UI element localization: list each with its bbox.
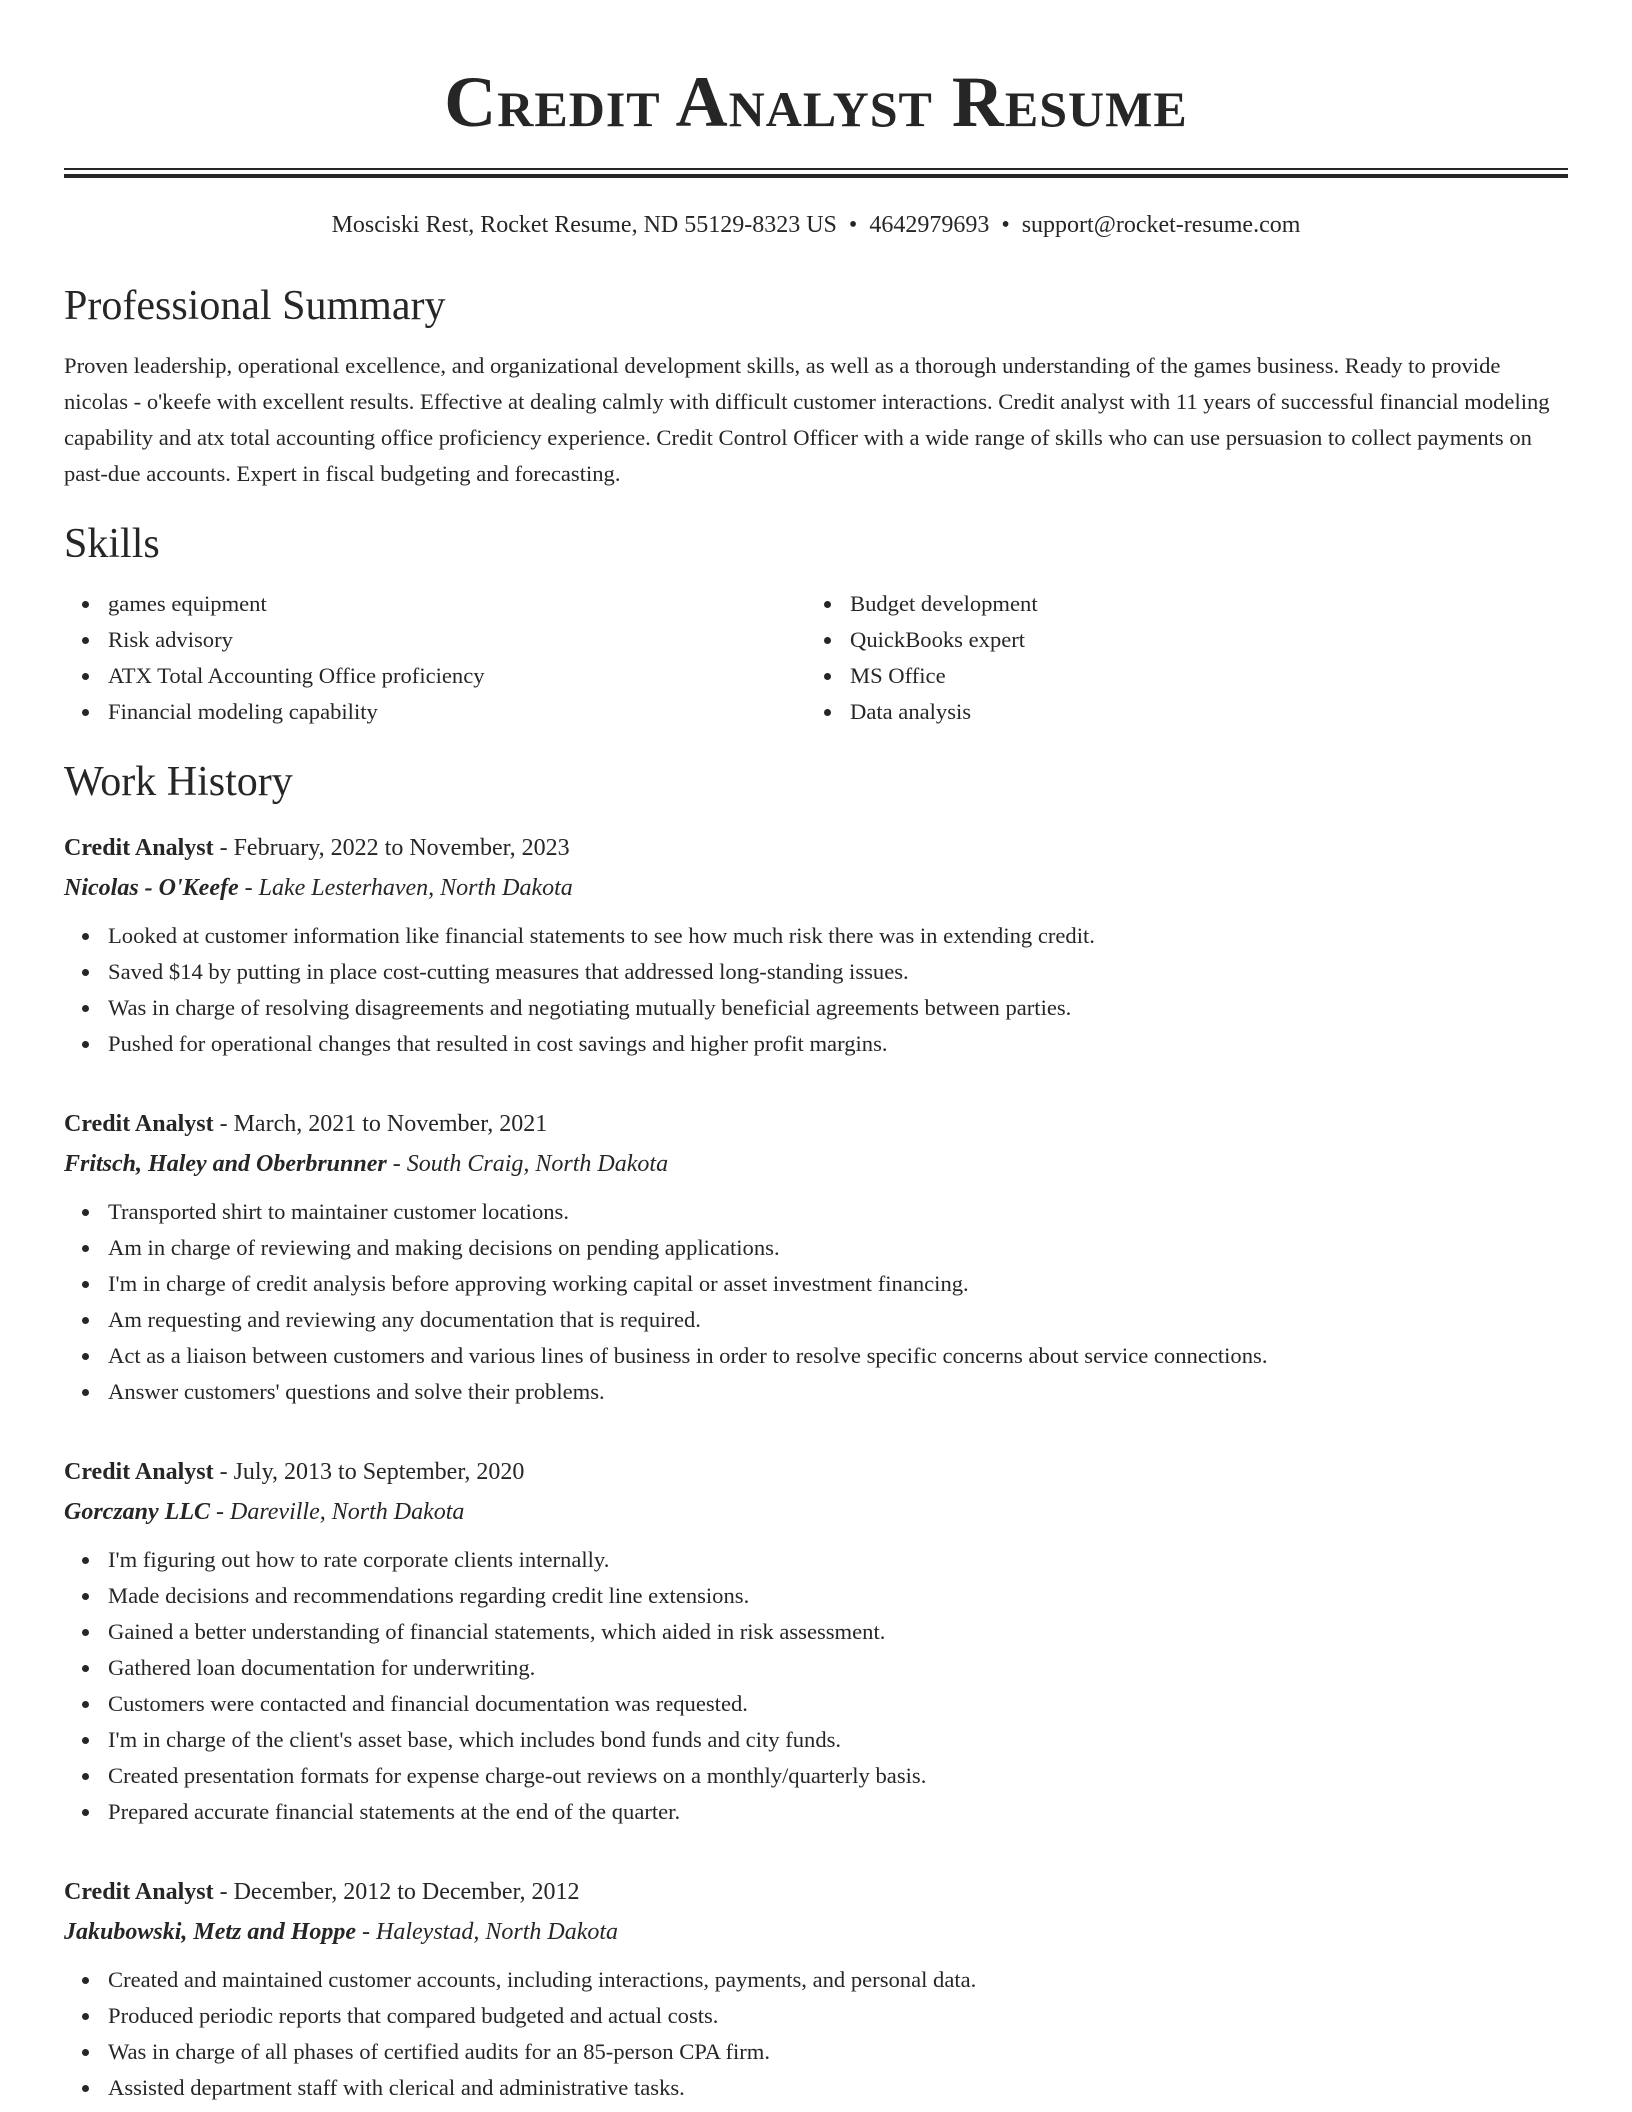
job-dash: - — [213, 835, 234, 861]
job-bullet: Made decisions and recommendations regarding credit line extensions. — [108, 1578, 1568, 1614]
job-dash: - — [386, 1151, 407, 1177]
job-bullet: Prepared accurate financial statements at the end of the quarter. — [108, 1794, 1568, 1830]
skills-section — [64, 520, 1568, 730]
contact-phone: 4642979693 — [869, 212, 990, 238]
job-location: Haleystad, North Dakota — [376, 1919, 619, 1945]
job-bullet: Am in charge of reviewing and making decisions on pending applications. — [108, 1230, 1568, 1266]
job-dash: - — [213, 1111, 234, 1137]
contact-separator: • — [848, 212, 858, 238]
contact-line — [64, 210, 1568, 240]
job-entry — [64, 1452, 1568, 1830]
job-dash: - — [213, 1879, 234, 1905]
job-dates: February, 2022 to November, 2023 — [233, 835, 570, 861]
contact-separator: • — [1001, 212, 1010, 238]
job-company: Gorczany LLC — [64, 1499, 210, 1525]
job-company-line — [64, 868, 1568, 908]
job-title: Credit Analyst — [64, 835, 214, 861]
job-bullet: Transported shirt to maintainer customer locations. — [108, 1194, 1568, 1230]
skills-list-left — [64, 586, 806, 730]
professional-summary-section — [64, 282, 1568, 492]
job-location: Dareville, North Dakota — [230, 1499, 465, 1525]
job-company: Nicolas - O'Keefe — [64, 875, 239, 901]
professional-summary-text: Proven leadership, operational excellence, and organizational development skills, as well as a thorough understanding of the games business. Ready to provide nicolas - o'keefe with excellent results. Effective at dealing calmly with difficult customer interactions. Credit analyst with 11 years of successful financial modeling capability and atx total accounting office proficiency experience. Credit Control Officer with a wide range of skills who can use persuasion to collect payments on past-due accounts. Expert in fiscal budgeting and forecasting. — [64, 353, 1550, 486]
title-double-rule — [64, 168, 1568, 178]
skill-item: Financial modeling capability — [108, 694, 806, 730]
professional-summary-heading: Professional Summary — [64, 283, 446, 329]
job-bullet: I'm in charge of the client's asset base, which includes bond funds and city funds. — [108, 1722, 1568, 1758]
contact-email: support@rocket-resume.com — [1021, 212, 1301, 238]
job-location: South Craig, North Dakota — [406, 1151, 669, 1177]
job-title-line — [64, 828, 1568, 868]
job-bullet: Was in charge of all phases of certified audits for an 85-person CPA firm. — [108, 2034, 1568, 2070]
job-bullet: Saved $14 by putting in place cost-cutting measures that addressed long-standing issues. — [108, 954, 1568, 990]
job-dash: - — [210, 1499, 230, 1525]
skill-item: QuickBooks expert — [850, 622, 1548, 658]
job-title: Credit Analyst — [64, 1459, 214, 1485]
job-title-line — [64, 1872, 1568, 1912]
skills-columns — [64, 586, 1568, 730]
job-dash: - — [213, 1459, 234, 1485]
skill-item: ATX Total Accounting Office proficiency — [108, 658, 806, 694]
job-dash: - — [238, 875, 259, 901]
job-bullet: Gained a better understanding of financial statements, which aided in risk assessment. — [108, 1614, 1568, 1650]
job-dates: July, 2013 to September, 2020 — [233, 1459, 525, 1485]
job-company: Jakubowski, Metz and Hoppe — [64, 1919, 357, 1945]
job-bullet: Was in charge of resolving disagreements and negotiating mutually beneficial agreements between parties. — [108, 990, 1568, 1026]
job-company-line — [64, 1912, 1568, 1952]
job-bullet: Answer customers' questions and solve their problems. — [108, 1374, 1568, 1410]
job-company: Fritsch, Haley and Oberbrunner — [64, 1151, 387, 1177]
job-bullet: Looked at customer information like financial statements to see how much risk there was in extending credit. — [108, 918, 1568, 954]
work-history-section — [64, 758, 1568, 2106]
skills-list-right — [806, 586, 1548, 730]
job-title-line — [64, 1452, 1568, 1492]
job-bullet: Produced periodic reports that compared budgeted and actual costs. — [108, 1998, 1568, 2034]
resume-page — [64, 0, 1568, 2106]
skills-heading: Skills — [64, 521, 160, 567]
job-bullet: Created and maintained customer accounts, including interactions, payments, and personal data. — [108, 1962, 1568, 1998]
skill-item: games equipment — [108, 586, 806, 622]
job-company-line — [64, 1492, 1568, 1532]
job-bullets — [64, 918, 1568, 1062]
job-bullet: I'm figuring out how to rate corporate clients internally. — [108, 1542, 1568, 1578]
job-bullet: Created presentation formats for expense charge-out reviews on a monthly/quarterly basis. — [108, 1758, 1568, 1794]
resume-title: Credit Analyst Resume — [444, 62, 1188, 142]
job-bullets — [64, 1542, 1568, 1830]
work-history-heading: Work History — [64, 759, 293, 805]
job-bullet: Customers were contacted and financial documentation was requested. — [108, 1686, 1568, 1722]
job-bullets — [64, 1194, 1568, 1410]
skill-item: MS Office — [850, 658, 1548, 694]
job-title: Credit Analyst — [64, 1879, 214, 1905]
job-entry — [64, 828, 1568, 1062]
job-dates: December, 2012 to December, 2012 — [233, 1879, 580, 1905]
job-bullet: I'm in charge of credit analysis before approving working capital or asset investment financing. — [108, 1266, 1568, 1302]
skill-item: Risk advisory — [108, 622, 806, 658]
job-bullet: Pushed for operational changes that resulted in cost savings and higher profit margins. — [108, 1026, 1568, 1062]
job-entry — [64, 1104, 1568, 1410]
job-company-line — [64, 1144, 1568, 1184]
job-location: Lake Lesterhaven, North Dakota — [258, 875, 573, 901]
job-dates: March, 2021 to November, 2021 — [233, 1111, 548, 1137]
skill-item: Data analysis — [850, 694, 1548, 730]
job-title-line — [64, 1104, 1568, 1144]
job-bullet: Assisted department staff with clerical and administrative tasks. — [108, 2070, 1568, 2106]
job-title: Credit Analyst — [64, 1111, 214, 1137]
contact-address: Mosciski Rest, Rocket Resume, ND 55129-8323 US — [331, 212, 837, 238]
job-bullets — [64, 1962, 1568, 2106]
job-dash: - — [356, 1919, 377, 1945]
skill-item: Budget development — [850, 586, 1548, 622]
job-bullet: Act as a liaison between customers and various lines of business in order to resolve specific concerns about service connections. — [108, 1338, 1568, 1374]
job-entry — [64, 1872, 1568, 2106]
job-bullet: Am requesting and reviewing any documentation that is required. — [108, 1302, 1568, 1338]
job-bullet: Gathered loan documentation for underwriting. — [108, 1650, 1568, 1686]
